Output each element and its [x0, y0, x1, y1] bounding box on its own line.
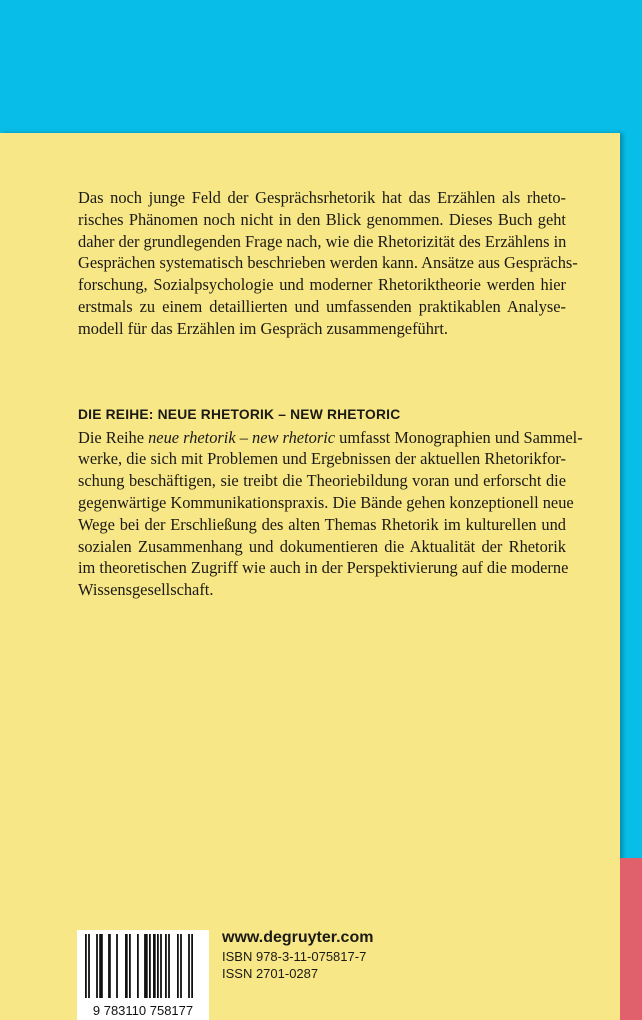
isbn-barcode [77, 930, 209, 1020]
spine-accent-strip [620, 858, 642, 1020]
barcode-bar [157, 934, 159, 998]
series-line: gegenwärtige Kommunikationspraxis. Die Bände gehen konzeptionell neue [78, 492, 574, 512]
barcode-bar [177, 934, 179, 998]
barcode-bar [160, 934, 162, 998]
series-heading: DIE REIHE: NEUE RHETORIK – NEW RHETORIC [78, 406, 401, 422]
series-line: Wege bei der Erschließung des alten Themas Rhetorik im kulturellen und [78, 514, 566, 534]
barcode-bar [149, 934, 151, 998]
barcode-bar [180, 934, 182, 998]
description-line: modell für das Erzählen im Gespräch zusammengeführt. [78, 318, 449, 338]
series-line: im theoretischen Zugriff wie auch in der Perspektivierung auf die moderne [78, 558, 569, 578]
barcode-bar [165, 934, 167, 998]
series-line: werke, die sich mit Problemen und Ergebnissen der aktuellen Rhetorikfor- [78, 449, 566, 469]
barcode-bar [144, 934, 148, 998]
series-line-pre: Die Reihe [78, 427, 149, 447]
issn-number: ISSN 2701-0287 [222, 966, 319, 981]
description-line: daher der grundlegenden Frage nach, wie die Rhetorizität des Erzählens in [78, 231, 567, 251]
barcode-bar [188, 934, 190, 998]
barcode-bar [99, 934, 103, 998]
barcode-bar [108, 934, 111, 998]
barcode-bar [125, 934, 128, 998]
description-line: risches Phänomen noch nicht in den Blick genommen. Dieses Buch geht [78, 209, 566, 229]
description-line: forschung, Sozialpsychologie und moderner Rhetoriktheorie werden hier [78, 275, 566, 295]
description-line: Das noch junge Feld der Gesprächsrhetorik hat das Erzählen als rheto- [78, 188, 566, 207]
barcode-bar [137, 934, 139, 998]
description-line: erstmals zu einem detaillierten und umfassenden praktikablen Analyse- [78, 296, 566, 316]
barcode-bar [85, 934, 87, 998]
series-line: sozialen Zusammenhang und dokumentieren die Aktualität der Rhetorik [78, 536, 566, 556]
series-line-post: umfasst Monographien und Sammel- [335, 427, 583, 447]
barcode-bar [116, 934, 118, 998]
barcode-bar [153, 934, 156, 998]
series-line: schung beschäftigen, sie treibt die Theoriebildung voran und erforscht die [78, 471, 566, 491]
barcode-image [77, 930, 209, 1020]
series-line [78, 427, 583, 449]
description-line: Gesprächen systematisch beschrieben werden kann. Ansätze aus Gesprächs- [78, 253, 578, 273]
barcode-bar [191, 934, 193, 998]
back-cover-text [78, 187, 583, 601]
barcode-bar [129, 934, 131, 998]
series-line: Wissensgesellschaft. [78, 580, 214, 600]
barcode-bar [168, 934, 170, 998]
publisher-url: www.degruyter.com [222, 929, 374, 946]
barcode-bar [96, 934, 98, 998]
barcode-bar [88, 934, 90, 998]
series-description [78, 427, 583, 601]
barcode-digits: 9 783110 758177 [92, 1003, 194, 1018]
publisher-info [222, 928, 373, 982]
series-title: neue rhetorik – new rhetoric [148, 427, 336, 447]
book-description [78, 187, 578, 340]
isbn-number: ISBN 978-3-11-075817-7 [222, 949, 367, 964]
